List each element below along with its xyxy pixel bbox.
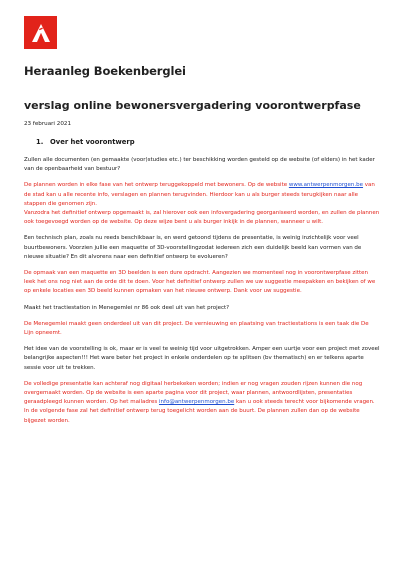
answer-text-after-email: kan u ook steeds terecht voor bijkomende vragen. In de volgende fase zal het definitief ontwerp terug toegelicht worden aan de buurt. De plannen zullen dan op de website bijgezet worden.	[24, 399, 375, 424]
email-link[interactable]: info@antwerpenmorgen.be	[159, 399, 235, 406]
section-label: Over het voorontwerp	[50, 138, 135, 146]
website-link[interactable]: www.antwerpenmorgen.be	[288, 182, 364, 189]
document-body	[24, 64, 380, 433]
document-date: 23 februari 2021	[24, 121, 71, 127]
section-number: 1.	[36, 138, 44, 146]
section-heading	[36, 138, 380, 147]
question-documents: Zullen alle documenten (en gemaakte (voor)studies etc.) ter beschikking worden gesteld op de website (of elders) in het kader van de openbaarheid van bestuur?	[24, 157, 375, 173]
answer-maquette: De opmaak van een maquette en 3D beelden is een dure opdracht. Aangezien we momenteel nog in voorontwerpfase zitten leek het ons nog niet aan de orde dit te doen. Voor het definitief ontwerp zullen we uw suggestie meepakken en bekijken of we op enkele locaties een 3D beeld kunnen opmaken van het nieuwe ontwerp. Dank voor uw suggestie.	[24, 270, 376, 295]
question-presentation-time: Het idee van de voorstelling is ok, maar er is veel te weinig tijd voor uitgetrokken. Amper een uurtje voor een project met zoveel belangrijke aspecten!!! Het ware beter het project in enkele onderdelen op te splitsen (bv thematisch) en er telkens aparte sessie voor uit te trekken.	[24, 346, 380, 371]
answer-text-before-email: De volledige presentatie kan achteraf nog digitaal herbekeken worden; indien er nog vragen zouden rijzen kunnen die nog overgemaakt worden. Op de website is een aparte pagina voor dit project, waar plannen, antwoordlijsten, presentaties geraadpleegd kunnen worden. Op het mailadres	[24, 380, 363, 406]
answer-text-after-link: van de stad kan u alle recente info, verslagen en plannen terugvinden. Hierdoor kan u als burger steeds terugkijken naar alle stappen die genomen zijn. Vanzodra het definitief ontwerp opgemaakt is, zal hierover ook een infovergadering georganiseerd worden, en zullen de plannen ook toegevoegd worden op de website. Op deze wijze bent u als burger inkijk in de plannen, wanneer u wilt.	[24, 182, 380, 226]
answer-presentation-time	[24, 380, 380, 426]
antwerpen-a-icon	[30, 22, 52, 44]
question-maquette: Een technisch plan, zoals nu reeds beschikbaar is, en werd getoond tijdens de presentatie, is weinig inzichtelijk voor veel buurtbewoners. Voorzien jullie een maquette of 3D-voorstellingzodat iedereen zich een duidelijk beeld kan vormen van de nieuwe situatie? En dit alvorens naar een definitief ontwerp te evolueren?	[24, 235, 362, 260]
document-subtitle: verslag online bewonersvergadering voorontwerpfase	[24, 99, 361, 112]
antwerpen-logo[interactable]	[24, 16, 57, 49]
answer-text-before-link: De plannen worden in elke fase van het ontwerp teruggekoppeld met bewoners. Op de website	[24, 182, 289, 189]
answer-documents	[24, 181, 380, 227]
question-tractiestation: Maakt het tractiestation in Menegemlei nr 86 ook deel uit van het project?	[24, 304, 230, 311]
answer-tractiestation: De Menegemlei maakt geen onderdeel uit van dit project. De vernieuwing en plaatsing van tractiestations is een taak die De Lijn opneemt.	[24, 320, 369, 337]
document-title: Heraanleg Boekenberglei	[24, 64, 186, 78]
